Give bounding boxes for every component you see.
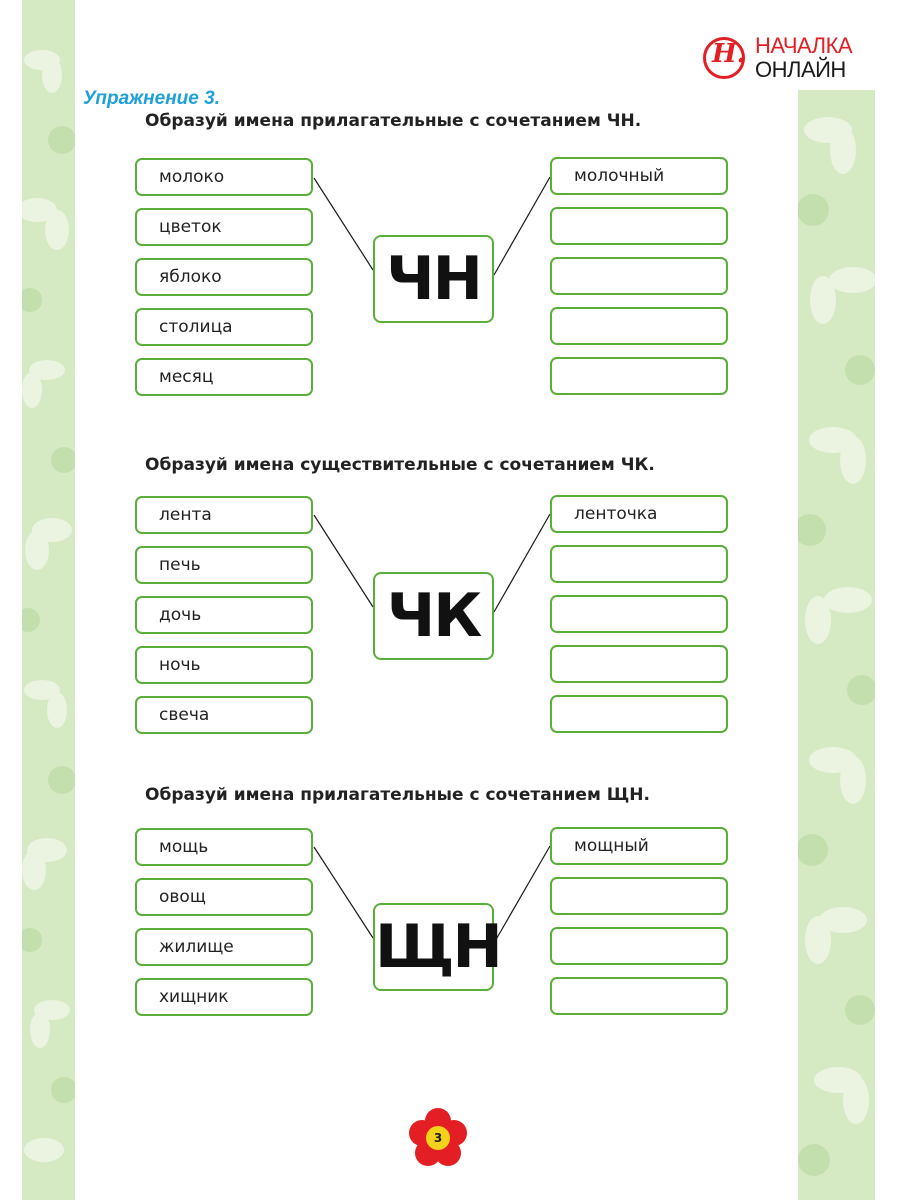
word-box: лента	[135, 496, 313, 534]
answer-box[interactable]	[550, 545, 728, 583]
answer-box[interactable]: мощный	[550, 827, 728, 865]
word-box: дочь	[135, 596, 313, 634]
exercise-title: Упражнение 3.	[83, 88, 220, 109]
word-box: жилище	[135, 928, 313, 966]
brand-logo	[703, 34, 853, 86]
answer-box[interactable]	[550, 207, 728, 245]
task-instruction: Образуй имена прилагательные с сочетанием ЧН.	[145, 111, 642, 131]
connector-line	[494, 177, 550, 275]
decorative-floral-strip-right	[798, 90, 875, 1200]
logo-text-line2: ОНЛАЙН	[755, 57, 846, 82]
word-box: свеча	[135, 696, 313, 734]
answer-box[interactable]	[550, 357, 728, 395]
word-box: хищник	[135, 978, 313, 1016]
logo-letter: Н.	[712, 39, 746, 69]
task-instruction: Образуй имена прилагательные с сочетанием ЩН.	[145, 785, 650, 805]
word-box: мощь	[135, 828, 313, 866]
answer-box[interactable]	[550, 307, 728, 345]
word-box: печь	[135, 546, 313, 584]
word-box: овощ	[135, 878, 313, 916]
letter-combination-box: ЧК	[373, 572, 494, 660]
answer-box[interactable]	[550, 695, 728, 733]
word-box: ночь	[135, 646, 313, 684]
logo-text-line1: НАЧАЛКА	[755, 33, 853, 58]
letter-combination-box: ЩН	[373, 903, 494, 991]
answer-box[interactable]: ленточка	[550, 495, 728, 533]
word-box: цветок	[135, 208, 313, 246]
connector-line	[494, 846, 550, 943]
word-box: яблоко	[135, 258, 313, 296]
page-number: 3	[426, 1126, 450, 1150]
decorative-floral-strip-left	[22, 0, 75, 1200]
connector-line	[314, 515, 373, 607]
task-instruction: Образуй имена существительные с сочетанием ЧК.	[145, 455, 655, 475]
word-box: молоко	[135, 158, 313, 196]
answer-box[interactable]	[550, 257, 728, 295]
word-box: месяц	[135, 358, 313, 396]
answer-box[interactable]	[550, 595, 728, 633]
word-box: столица	[135, 308, 313, 346]
connector-line	[314, 847, 373, 938]
connector-line	[314, 178, 373, 270]
answer-box[interactable]	[550, 645, 728, 683]
answer-box[interactable]	[550, 927, 728, 965]
connector-line	[494, 514, 550, 612]
answer-box[interactable]	[550, 977, 728, 1015]
answer-box[interactable]: молочный	[550, 157, 728, 195]
letter-combination-box: ЧН	[373, 235, 494, 323]
answer-box[interactable]	[550, 877, 728, 915]
